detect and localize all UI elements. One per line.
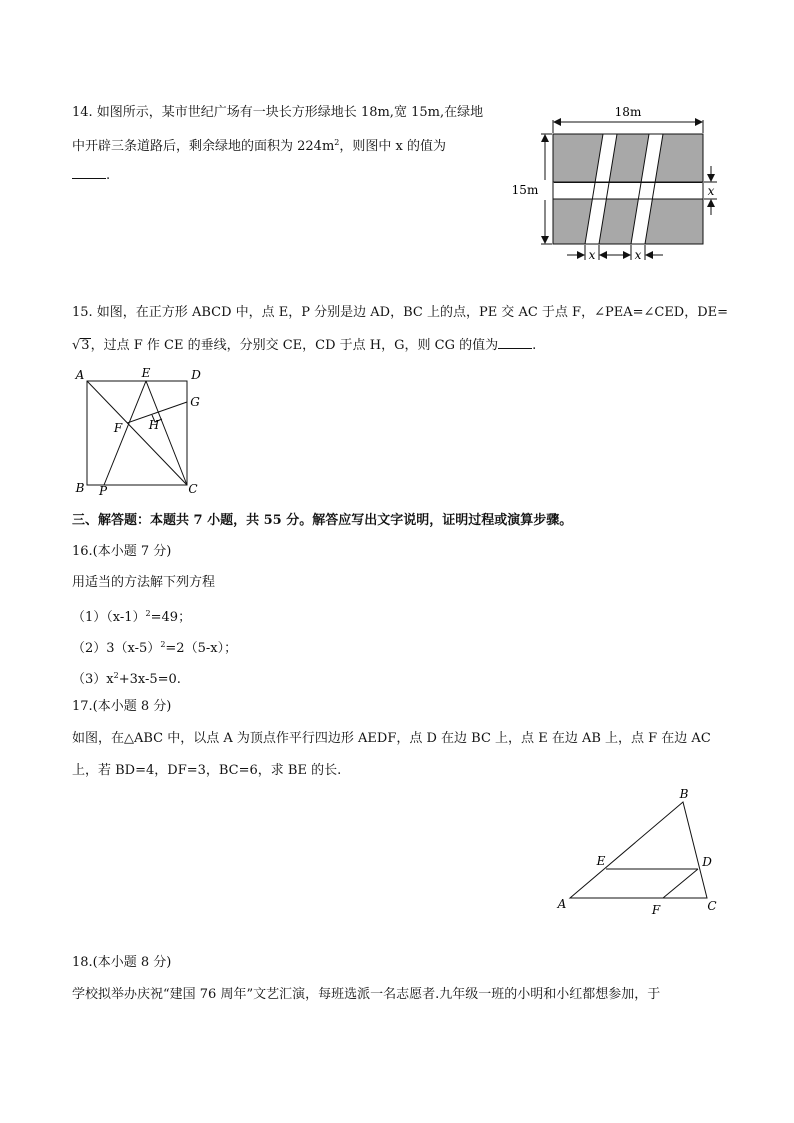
q18-title: 18.(本小题 8 分): [72, 955, 172, 970]
q18-line1: 学校拟举办庆祝“建国 76 周年”文艺汇演，每班选派一名志愿者.九年级一班的小明和小红都想参加，于: [72, 987, 661, 1002]
q17-line2: 上，若 BD=4，DF=3，BC=6，求 BE 的长.: [72, 763, 342, 778]
segment-pe: [104, 381, 146, 485]
horizontal-road: [553, 182, 703, 199]
svg-text:C: C: [707, 899, 717, 913]
q15-line2: √3，过点 F 作 CE 的垂线，分别交 CE，CD 于点 H，G，则 CG 的值为 .: [72, 338, 537, 353]
q16-item-1: $(1)(x-1)^2=49$；: [72, 609, 192, 625]
svg-text:B: B: [679, 787, 689, 801]
svg-text:D: D: [702, 855, 712, 869]
triangle-abc: [570, 802, 707, 898]
x-label-bottom-left: x: [588, 248, 596, 262]
svg-text:E: E: [141, 366, 151, 380]
svg-text:F: F: [113, 421, 123, 435]
svg-text:D: D: [191, 368, 201, 382]
q16-item-2: $(2)3(x-5)^2=2(5-x)$；: [72, 640, 238, 656]
diagonal-ac: [87, 381, 187, 485]
answer-blank[interactable]: [72, 166, 106, 179]
svg-text:B: B: [75, 481, 85, 495]
svg-text:P: P: [98, 484, 108, 498]
x-label-right: x: [707, 184, 715, 198]
segment-df: [663, 869, 698, 898]
q15-line1: 15. 如图，在正方形 ABCD 中，点 E，P 分别是边 AD，BC 上的点，PE 交 AC 于点 F，∠PEA=∠CED，DE=: [72, 305, 729, 320]
answer-blank[interactable]: [498, 336, 532, 349]
q17-figure: [550, 784, 730, 924]
q15-figure: [70, 364, 210, 499]
q17-line1: 如图，在△ABC 中，以点 A 为顶点作平行四边形 AEDF，点 D 在边 BC 上，点 E 在边 AB 上，点 F 在边 AC: [72, 731, 711, 746]
q17-title: 17.(本小题 8 分): [72, 699, 172, 714]
q14-figure: [505, 100, 730, 270]
q16-item-3: $(3)x^2+3x-5=0$.: [72, 671, 181, 687]
section-3-heading: 三、解答题：本题共 7 小题，共 55 分。解答应写出文字说明，证明过程或演算步骤。: [72, 513, 573, 528]
svg-text:G: G: [190, 395, 200, 409]
width-label: 18m: [614, 105, 642, 119]
svg-text:A: A: [557, 897, 567, 911]
svg-text:A: A: [75, 368, 85, 382]
q16-title: 16.(本小题 7 分): [72, 544, 172, 559]
q14-line3: .: [72, 166, 110, 185]
svg-text:E: E: [596, 854, 606, 868]
height-label: 15m: [511, 183, 539, 197]
sqrt-symbol: √3: [72, 338, 90, 353]
segment-ce: [146, 381, 187, 485]
svg-text:F: F: [651, 903, 661, 917]
svg-text:C: C: [188, 482, 198, 496]
q16-intro: 用适当的方法解下列方程: [72, 575, 216, 590]
svg-text:H: H: [148, 418, 160, 432]
q14-line1: 14. 如图所示，某市世纪广场有一块长方形绿地长 18m,宽 15m,在绿地: [72, 105, 484, 120]
x-label-bottom-right: x: [634, 248, 642, 262]
q14-line2: 中开辟三条道路后，剩余绿地的面积为 $224m^2$，则图中 x 的值为: [72, 138, 446, 154]
